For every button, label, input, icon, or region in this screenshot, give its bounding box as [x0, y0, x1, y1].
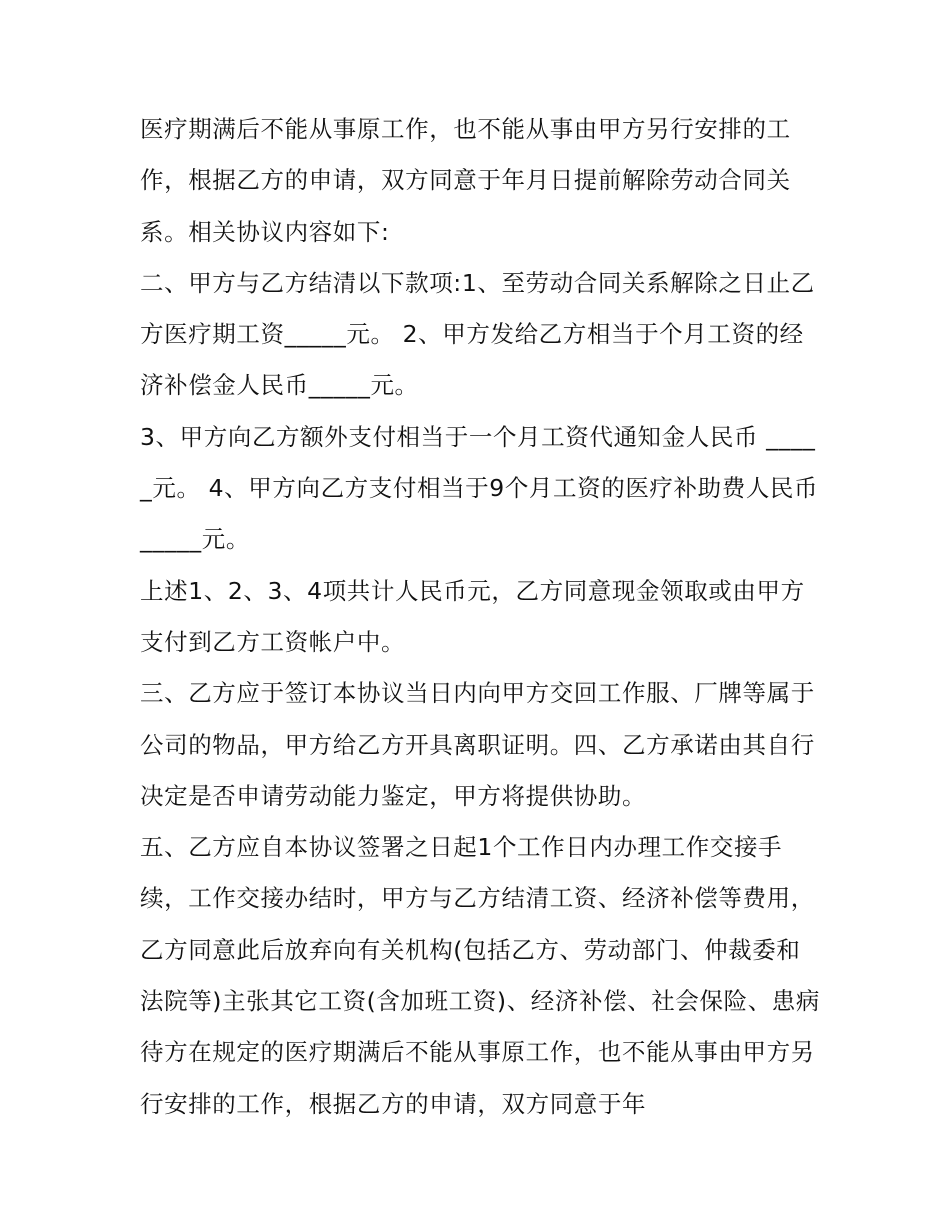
document-body: [140, 104, 820, 1130]
paragraph-notice-and-medical-subsidy: 3、甲方向乙方额外支付相当于一个月工资代通知金人民币 _____元。 4、甲方向乙方支付相当于9个月工资的医疗补助费人民币_____元。: [140, 422, 819, 554]
paragraph-payment-total: 上述1、2、3、4项共计人民币元，乙方同意现金领取或由甲方支付到乙方工资帐户中。: [140, 576, 805, 656]
paragraph-termination-intro: 医疗期满后不能从事原工作，也不能从事由甲方另行安排的工作，根据乙方的申请，双方同意于年月日提前解除劳动合同关系。相关协议内容如下:: [140, 115, 791, 246]
paragraph-item-three-four: 三、乙方应于签订本协议当日内向甲方交回工作服、厂牌等属于公司的物品，甲方给乙方开具离职证明。四、乙方承诺由其自行决定是否申请劳动能力鉴定，甲方将提供协助。: [140, 679, 815, 810]
paragraph-item-two-payments: 二、甲方与乙方结清以下款项:1、至劳动合同关系解除之日止乙方医疗期工资_____元。 2、甲方发给乙方相当于个月工资的经济补偿金人民币_____元。: [140, 268, 815, 400]
paragraph-item-five-handover: 五、乙方应自本协议签署之日起1个工作日内办理工作交接手续，工作交接办结时，甲方与乙方结清工资、经济补偿等费用，乙方同意此后放弃向有关机构(包括乙方、劳动部门、仲裁委和法院等)主张其它工资(含加班工资)、经济补偿、社会保险、患病待方在规定的医疗期满后不能从事原工作，也不能从事由甲方另行安排的工作，根据乙方的申请，双方同意于年: [140, 833, 821, 1118]
